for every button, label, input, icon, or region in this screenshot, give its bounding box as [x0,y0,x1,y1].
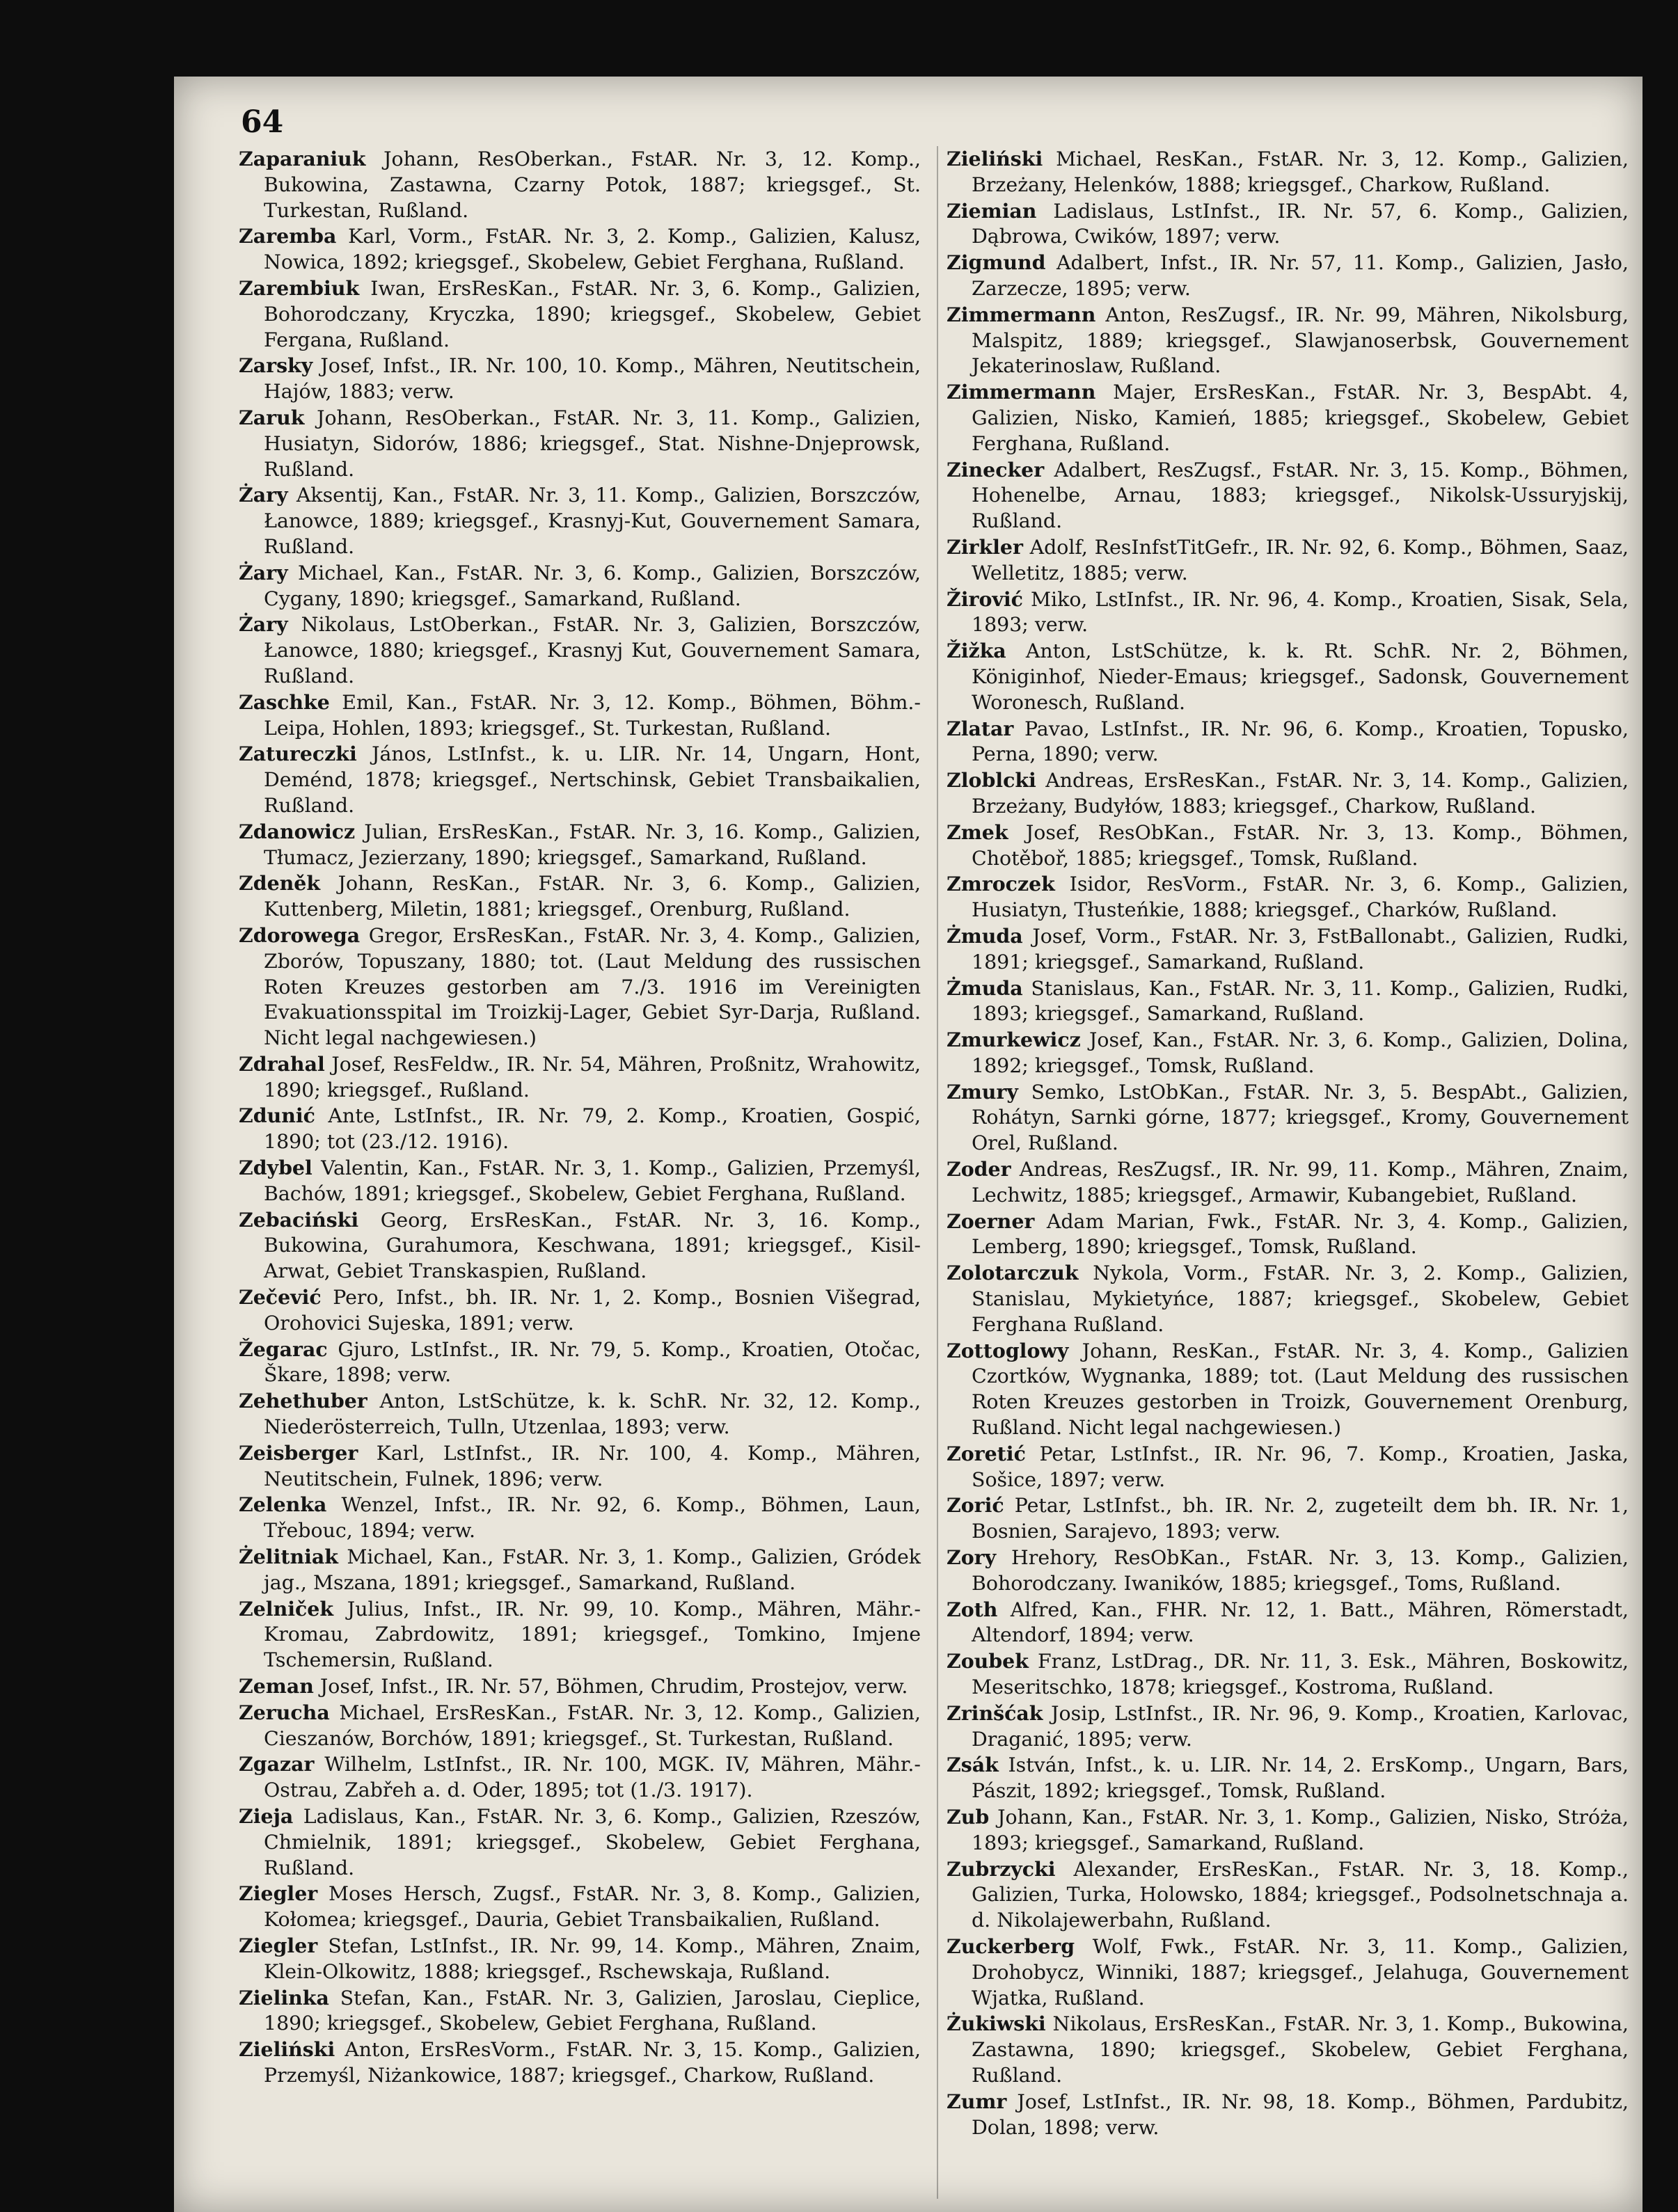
list-entry [947,976,1629,1028]
list-entry [947,1545,1629,1597]
page-number: 64 [241,104,284,140]
list-entry [947,1648,1629,1701]
entry-surname: Zarembiuk [239,276,360,300]
list-entry [947,1856,1629,1934]
entry-details: Nikolaus, ErsResKan., FstAR. Nr. 3, 1. Komp., Bukowina, Zastawna, 1890; kriegsgef., Skobelew, Gebiet Ferghana, Rußland. [972,2012,1629,2087]
entry-details: Karl, Vorm., FstAR. Nr. 3, 2. Komp., Galizien, Kalusz, Nowica, 1892; kriegsgef., Skobelew, Gebiet Ferghana, Rußland. [264,225,921,274]
entry-details: Anton, ErsResVorm., FstAR. Nr. 3, 15. Komp., Galizien, Przemyśl, Niżankowice, 1887; kriegsgef., Charkow, Rußland. [264,2038,921,2087]
entry-details: Josef, Vorm., FstAR. Nr. 3, FstBallonabt., Galizien, Rudki, 1891; kriegsgef., Samarkand, Rußland. [972,924,1629,973]
entry-surname: Zrinšćak [947,1701,1043,1725]
entry-details: István, Infst., k. u. LIR. Nr. 14, 2. ErsKomp., Ungarn, Bars, Pászit, 1892; kriegsgef., Tomsk, Rußland. [972,1753,1629,1803]
list-entry [239,353,921,405]
list-entry [947,1804,1629,1856]
entry-details: Franz, LstDrag., DR. Nr. 11, 3. Esk., Mähren, Boskowitz, Meseritschko, 1878; kriegsgef., Kostroma, Rußland. [972,1650,1629,1699]
list-entry [239,1103,921,1155]
list-entry [947,820,1629,872]
list-entry [947,1441,1629,1493]
entry-surname: Zeman [239,1674,314,1698]
list-entry [239,923,921,1051]
list-entry [947,146,1629,198]
entry-details: Anton, ResZugsf., IR. Nr. 99, Mähren, Nikolsburg, Malspitz, 1889; kriegsgef., Slawjanoserbsk, Gouvernement Jekaterinoslaw, Rußland. [972,303,1629,378]
entry-details: Ante, LstInfst., IR. Nr. 79, 2. Komp., Kroatien, Gospić, 1890; tot (23./12. 1916). [264,1104,921,1154]
list-entry [239,1985,921,2037]
entry-surname: Zaschke [239,690,330,714]
list-entry [947,379,1629,456]
entry-details: Stefan, LstInfst., IR. Nr. 99, 14. Komp., Mähren, Znaim, Klein-Olkowitz, 1888; kriegsgef., Rschewskaja, Rußland. [264,1934,921,1983]
list-entry [947,1027,1629,1079]
entry-details: Isidor, ResVorm., FstAR. Nr. 3, 6. Komp., Galizien, Husiatyn, Tłusteńkie, 1888; kriegsgef., Charków, Rußland. [972,873,1629,922]
list-entry [947,1752,1629,1804]
entry-details: Petar, LstInfst., bh. IR. Nr. 2, zugeteilt dem bh. IR. Nr. 1, Bosnien, Sarajevo, 1893; verw. [972,1494,1629,1543]
entry-details: Julius, Infst., IR. Nr. 99, 10. Komp., Mähren, Mähr.-Kromau, Zabrdowitz, 1891; kriegsgef., Tomkino, Imjene Tschemersin, Rußland. [264,1597,921,1672]
entry-surname: Zeisberger [239,1440,358,1465]
entry-surname: Zieliński [947,147,1043,170]
list-entry [947,1338,1629,1441]
entry-surname: Zatureczki [239,742,357,766]
entry-details: Julian, ErsResKan., FstAR. Nr. 3, 16. Komp., Galizien, Tłumacz, Jezierzany, 1890; kriegsgef., Samarkand, Rußland. [264,820,921,869]
list-entry [239,1337,921,1389]
entry-surname: Zmek [947,820,1008,844]
entry-details: Semko, LstObKan., FstAR. Nr. 3, 5. BespAbt., Galizien, Rohátyn, Sarnki górne, 1877; kriegsgef., Kromy, Gouvernement Orel, Rußland. [972,1080,1629,1155]
list-entry [239,1388,921,1440]
entry-surname: Zielinka [239,1985,329,2010]
list-entry [239,1881,921,1933]
entry-details: Adam Marian, Fwk., FstAR. Nr. 3, 4. Komp., Galizien, Lemberg, 1890; kriegsgef., Tomsk, Rußland. [972,1209,1629,1259]
entry-details: Ladislaus, LstInfst., IR. Nr. 57, 6. Komp., Galizien, Dąbrowa, Cwików, 1897; verw. [972,199,1629,248]
entry-surname: Zumr [947,2089,1007,2113]
entry-details: Alfred, Kan., FHR. Nr. 12, 1. Batt., Mähren, Römerstadt, Altendorf, 1894; verw. [972,1598,1629,1647]
entry-details: Gjuro, LstInfst., IR. Nr. 79, 5. Komp., Kroatien, Otočac, Škare, 1898; verw. [264,1337,921,1387]
entry-surname: Zoder [947,1157,1011,1181]
list-entry [239,1492,921,1544]
entry-surname: Zečević [239,1285,322,1310]
entry-details: Michael, Kan., FstAR. Nr. 3, 1. Komp., Galizien, Gródek jag., Mszana, 1891; kriegsgef., Samarkand, Rußland. [264,1545,921,1594]
entry-details: Josip, LstInfst., IR. Nr. 96, 9. Komp., Kroatien, Karlovac, Draganić, 1895; verw. [972,1701,1629,1751]
entry-surname: Zory [947,1545,997,1570]
entry-details: Josef, ResFeldw., IR. Nr. 54, Mähren, Proßnitz, Wrahowitz, 1890; kriegsgef., Rußland. [264,1052,921,1101]
entry-details: Johann, ResOberkan., FstAR. Nr. 3, 11. Komp., Galizien, Husiatyn, Sidorów, 1886; kriegsgef., Stat. Nishne-Dnjeprowsk, Rußland. [264,406,921,481]
entry-surname: Zdunić [239,1104,315,1128]
entry-surname: Zirkler [947,534,1023,559]
entry-details: Michael, Kan., FstAR. Nr. 3, 6. Komp., Galizien, Borszczów, Cygany, 1890; kriegsgef., Samarkand, Rußland. [264,561,921,610]
list-entry [947,1597,1629,1649]
entry-details: Valentin, Kan., FstAR. Nr. 3, 1. Komp., Galizien, Przemyśl, Bachów, 1891; kriegsgef., Skobelew, Gebiet Ferghana, Rußland. [264,1156,921,1205]
entry-surname: Żary [239,483,288,507]
list-entry [947,2011,1629,2088]
entry-surname: Żmuda [947,923,1023,948]
entry-surname: Zimmermann [947,302,1096,326]
entry-details: Georg, ErsResKan., FstAR. Nr. 3, 16. Komp., Bukowina, Gurahumora, Keschwana, 1891; kriegsgef., Kisil-Arwat, Gebiet Transkaspien, Rußland. [264,1208,921,1283]
entry-details: Wenzel, Infst., IR. Nr. 92, 6. Komp., Böhmen, Laun, Třebouc, 1894; verw. [264,1493,921,1543]
list-entry [239,560,921,612]
list-entry [239,819,921,871]
entry-details: Nykola, Vorm., FstAR. Nr. 3, 2. Komp., Galizien, Stanislau, Mykietyńce, 1887; kriegsgef., Skobelew, Gebiet Ferghana Rußland. [972,1262,1629,1336]
list-entry [239,1155,921,1207]
entry-details: Iwan, ErsResKan., FstAR. Nr. 3, 6. Komp., Galizien, Bohorodczany, Kryczka, 1890; kriegsgef., Skobelew, Gebiet Fergana, Rußland. [264,276,921,351]
list-entry [947,457,1629,534]
list-entry [239,482,921,559]
list-entry [239,1284,921,1337]
list-entry [947,1156,1629,1209]
entry-details: Johann, ResKan., FstAR. Nr. 3, 4. Komp., Galizien Czortków, Wygnanka, 1889; tot. (Laut Meldung des russischen Roten Kreuzes gestorben in Troizk, Gouvernement Orenburg, Rußland. Nicht legal nachgewiesen.) [972,1339,1629,1440]
entry-details: Wilhelm, LstInfst., IR. Nr. 100, MGK. IV, Mähren, Mähr.-Ostrau, Zabřeh a. d. Oder, 1895; tot (1./3. 1917). [264,1753,921,1802]
entry-surname: Zdrahal [239,1051,325,1076]
entry-details: Michael, ErsResKan., FstAR. Nr. 3, 12. Komp., Galizien, Cieszanów, Borchów, 1891; kriegsgef., St. Turkestan, Rußland. [264,1701,921,1750]
entry-details: Adalbert, Infst., IR. Nr. 57, 11. Komp., Galizien, Jasło, Zarzecze, 1895; verw. [972,251,1629,300]
list-entry [947,198,1629,250]
entry-surname: Zgazar [239,1752,315,1776]
entry-surname: Zdorowega [239,923,361,947]
entry-details: Andreas, ErsResKan., FstAR. Nr. 3, 14. Komp., Galizien, Brzeżany, Budyłów, 1883; kriegsgef., Charkow, Rußland. [972,769,1629,818]
list-entry [947,716,1629,768]
list-entry [947,587,1629,639]
list-entry [947,1701,1629,1753]
entry-surname: Zehethuber [239,1389,367,1413]
entry-surname: Zorić [947,1493,1004,1518]
entry-details: Alexander, ErsResKan., FstAR. Nr. 3, 18. Komp., Galizien, Turka, Holowsko, 1884; kriegsgef., Podsolnetschnaja a. d. Nikolajewerbahn, Rußland. [972,1857,1629,1932]
entry-details: Pavao, LstInfst., IR. Nr. 96, 6. Komp., Kroatien, Topusko, Perna, 1890; verw. [972,717,1629,766]
entry-surname: Zaparaniuk [239,147,366,170]
entry-details: Wolf, Fwk., FstAR. Nr. 3, 11. Komp., Galizien, Drohobycz, Winniki, 1887; kriegsgef., Jelahuga, Gouvernement Wjatka, Rußland. [972,1934,1629,2010]
entry-surname: Zaruk [239,405,305,429]
entry-details: Josef, Infst., IR. Nr. 100, 10. Komp., Mähren, Neutitschein, Hajów, 1883; verw. [264,354,921,404]
entry-surname: Žegarac [239,1337,328,1361]
entry-surname: Zoerner [947,1209,1035,1233]
entry-details: Gregor, ErsResKan., FstAR. Nr. 3, 4. Komp., Galizien, Zborów, Topuszany, 1880; tot. (Laut Meldung des russischen Roten Kreuzes gestorben am 7./3. 1916 im Vereinigten Evakuationsspital im Troizkij-Lager, Gebiet Syr-Darja, Rußland. Nicht legal nachgewiesen.) [264,923,921,1050]
entry-details: Ladislaus, Kan., FstAR. Nr. 3, 6. Komp., Galizien, Rzeszów, Chmielnik, 1891; kriegsgef., Skobelew, Gebiet Ferghana, Rußland. [264,1805,921,1879]
entry-details: Adalbert, ResZugsf., FstAR. Nr. 3, 15. Komp., Böhmen, Hohenelbe, Arnau, 1883; kriegsgef., Nikolsk-Ussuryjskij, Rußland. [972,458,1629,533]
entry-surname: Zoth [947,1597,998,1621]
entry-details: Stefan, Kan., FstAR. Nr. 3, Galizien, Jaroslau, Cieplice, 1890; kriegsgef., Skobelew, Gebiet Ferghana, Rußland. [264,1986,921,2035]
entry-surname: Zub [947,1805,990,1829]
entry-details: Johann, Kan., FstAR. Nr. 3, 1. Komp., Galizien, Nisko, Stróża, 1893; kriegsgef., Samarkand, Rußland. [972,1806,1629,1854]
list-entry [239,276,921,353]
list-entry [947,1079,1629,1156]
entry-surname: Zieja [239,1804,294,1828]
entry-details: Johann, ResOberkan., FstAR. Nr. 3, 12. Komp., Bukowina, Zastawna, Czarny Potok, 1887; kriegsgef., St. Turkestan, Rußland. [264,148,921,222]
entry-surname: Zottoglowy [947,1338,1069,1362]
list-entry [239,1933,921,1985]
list-entry [239,1751,921,1804]
entry-details: Karl, LstInfst., IR. Nr. 100, 4. Komp., Mähren, Neutitschein, Fulnek, 1896; verw. [264,1441,921,1490]
left-column [239,146,921,2089]
list-entry [947,923,1629,976]
list-entry [947,1209,1629,1261]
entry-details: Josef, Infst., IR. Nr. 57, Böhmen, Chrudim, Prostejov, verw. [313,1675,908,1698]
list-entry [947,534,1629,587]
entry-surname: Žižka [947,639,1006,663]
entry-surname: Żmuda [947,976,1023,1000]
entry-surname: Zubrzycki [947,1856,1056,1881]
entry-surname: Żary [239,560,288,584]
entry-surname: Zigmund [947,250,1046,275]
entry-details: Majer, ErsResKan., FstAR. Nr. 3, BespAbt. 4, Galizien, Nisko, Kamień, 1885; kriegsgef., Skobelew, Gebiet Ferghana, Rußland. [972,381,1629,455]
entry-surname: Żelitniak [239,1545,338,1569]
entry-surname: Zuckerberg [947,1934,1075,1958]
entry-surname: Zdeněk [239,871,321,896]
entry-surname: Żukiwski [947,2012,1046,2036]
entry-surname: Zoubek [947,1649,1029,1673]
entry-surname: Ziegler [239,1933,318,1957]
entry-details: Josef, Kan., FstAR. Nr. 3, 6. Komp., Galizien, Dolina, 1892; kriegsgef., Tomsk, Rußland. [972,1028,1629,1077]
list-entry [947,1493,1629,1545]
entry-surname: Zelniček [239,1596,334,1621]
list-entry [947,638,1629,715]
entry-details: Nikolaus, LstOberkan., FstAR. Nr. 3, Galizien, Borszczów, Łanowce, 1880; kriegsgef., Krasnyj Kut, Gouvernement Samara, Rußland. [264,613,921,687]
list-entry [947,1934,1629,2011]
entry-surname: Zoretić [947,1441,1026,1465]
entry-details: Moses Hersch, Zugsf., FstAR. Nr. 3, 8. Komp., Galizien, Kołomea; kriegsgef., Dauria, Gebiet Transbaikalien, Rußland. [264,1882,921,1932]
entry-surname: Ziemian [947,198,1037,223]
entry-surname: Žirović [947,587,1023,611]
entry-surname: Żary [239,612,288,637]
list-entry [947,250,1629,302]
list-entry [239,1804,921,1881]
entry-surname: Zaremba [239,224,337,248]
list-entry [239,1700,921,1752]
entry-surname: Zerucha [239,1700,330,1724]
entry-details: Adolf, ResInfstTitGefr., IR. Nr. 92, 6. Komp., Böhmen, Saaz, Welletitz, 1885; verw. [972,535,1629,584]
entry-details: Josef, ResObKan., FstAR. Nr. 3, 13. Komp., Böhmen, Chotěboř, 1885; kriegsgef., Tomsk, Rußland. [972,820,1629,870]
list-entry [239,690,921,742]
entry-surname: Zieliński [239,2037,335,2062]
entry-details: Josef, LstInfst., IR. Nr. 98, 18. Komp., Böhmen, Pardubitz, Dolan, 1898; verw. [972,2090,1629,2139]
entry-surname: Zarsky [239,353,313,378]
entry-surname: Zmury [947,1079,1018,1104]
list-entry [239,1596,921,1673]
entry-details: Anton, LstSchütze, k. k. Rt. SchR. Nr. 2, Böhmen, Königinhof, Nieder-Emaus; kriegsgef., Sadonsk, Gouvernement Woronesch, Rußland. [972,639,1629,714]
list-entry [239,405,921,482]
document-page [174,77,1643,2212]
entry-details: Petar, LstInfst., IR. Nr. 96, 7. Komp., Kroatien, Jaska, Sošice, 1897; verw. [972,1442,1629,1491]
entry-surname: Zdanowicz [239,819,356,843]
entry-details: Aksentij, Kan., FstAR. Nr. 3, 11. Komp., Galizien, Borszczów, Łanowce, 1889; kriegsgef., Krasnyj-Kut, Gouvernement Samara, Rußland. [264,484,921,558]
list-entry [239,146,921,223]
list-entry [239,870,921,923]
entry-surname: Zelenka [239,1493,327,1517]
list-entry [239,1673,921,1700]
entry-surname: Ziegler [239,1881,318,1906]
entry-details: János, LstInfst., k. u. LIR. Nr. 14, Ungarn, Hont, Deménd, 1878; kriegsgef., Nertschinsk, Gebiet Transbaikalien, Rußland. [264,742,921,817]
list-entry [947,767,1629,820]
entry-details: Emil, Kan., FstAR. Nr. 3, 12. Komp., Böhmen, Böhm.-Leipa, Hohlen, 1893; kriegsgef., St. Turkestan, Rußland. [264,690,921,740]
list-entry [239,741,921,818]
list-entry [947,871,1629,923]
entry-surname: Zinecker [947,457,1045,482]
list-entry [239,612,921,689]
entry-details: Hrehory, ResObKan., FstAR. Nr. 3, 13. Komp., Galizien, Bohorodczany. Iwaników, 1885; kriegsgef., Toms, Rußland. [972,1546,1629,1595]
entry-surname: Zebaciński [239,1207,359,1232]
entry-details: Miko, LstInfst., IR. Nr. 96, 4. Komp., Kroatien, Sisak, Sela, 1893; verw. [972,587,1629,637]
entry-surname: Zolotarczuk [947,1261,1079,1285]
list-entry [947,302,1629,379]
entry-surname: Zlatar [947,716,1014,740]
entry-details: Johann, ResKan., FstAR. Nr. 3, 6. Komp., Galizien, Kuttenberg, Miletin, 1881; kriegsgef., Orenburg, Rußland. [264,872,921,921]
entry-details: Anton, LstSchütze, k. k. SchR. Nr. 32, 12. Komp., Niederösterreich, Tulln, Utzenlaa, 1893; verw. [264,1390,921,1439]
entry-surname: Zsák [947,1753,999,1777]
list-entry [947,1260,1629,1337]
entry-details: Pero, Infst., bh. IR. Nr. 1, 2. Komp., Bosnien Višegrad, Orohovici Sujeska, 1891; verw. [264,1286,921,1335]
list-entry [239,223,921,276]
list-entry [239,1440,921,1493]
list-entry [239,2037,921,2089]
list-entry [239,1051,921,1104]
list-entry [947,2089,1629,2141]
entry-surname: Zloblcki [947,768,1036,793]
entry-surname: Zimmermann [947,380,1096,404]
entry-surname: Zdybel [239,1156,312,1180]
entry-surname: Zmroczek [947,872,1055,896]
right-column [947,146,1629,2140]
entry-surname: Zmurkewicz [947,1028,1081,1052]
column-divider [937,146,938,2199]
list-entry [239,1207,921,1284]
entry-details: Stanislaus, Kan., FstAR. Nr. 3, 11. Komp., Galizien, Rudki, 1893; kriegsgef., Samarkand, Rußland. [972,976,1629,1026]
list-entry [239,1544,921,1596]
entry-details: Andreas, ResZugsf., IR. Nr. 99, 11. Komp., Mähren, Znaim, Lechwitz, 1885; kriegsgef., Armawir, Kubangebiet, Rußland. [972,1158,1629,1207]
entry-details: Michael, ResKan., FstAR. Nr. 3, 12. Komp., Galizien, Brzeżany, Helenków, 1888; kriegsgef., Charkow, Rußland. [972,148,1629,196]
